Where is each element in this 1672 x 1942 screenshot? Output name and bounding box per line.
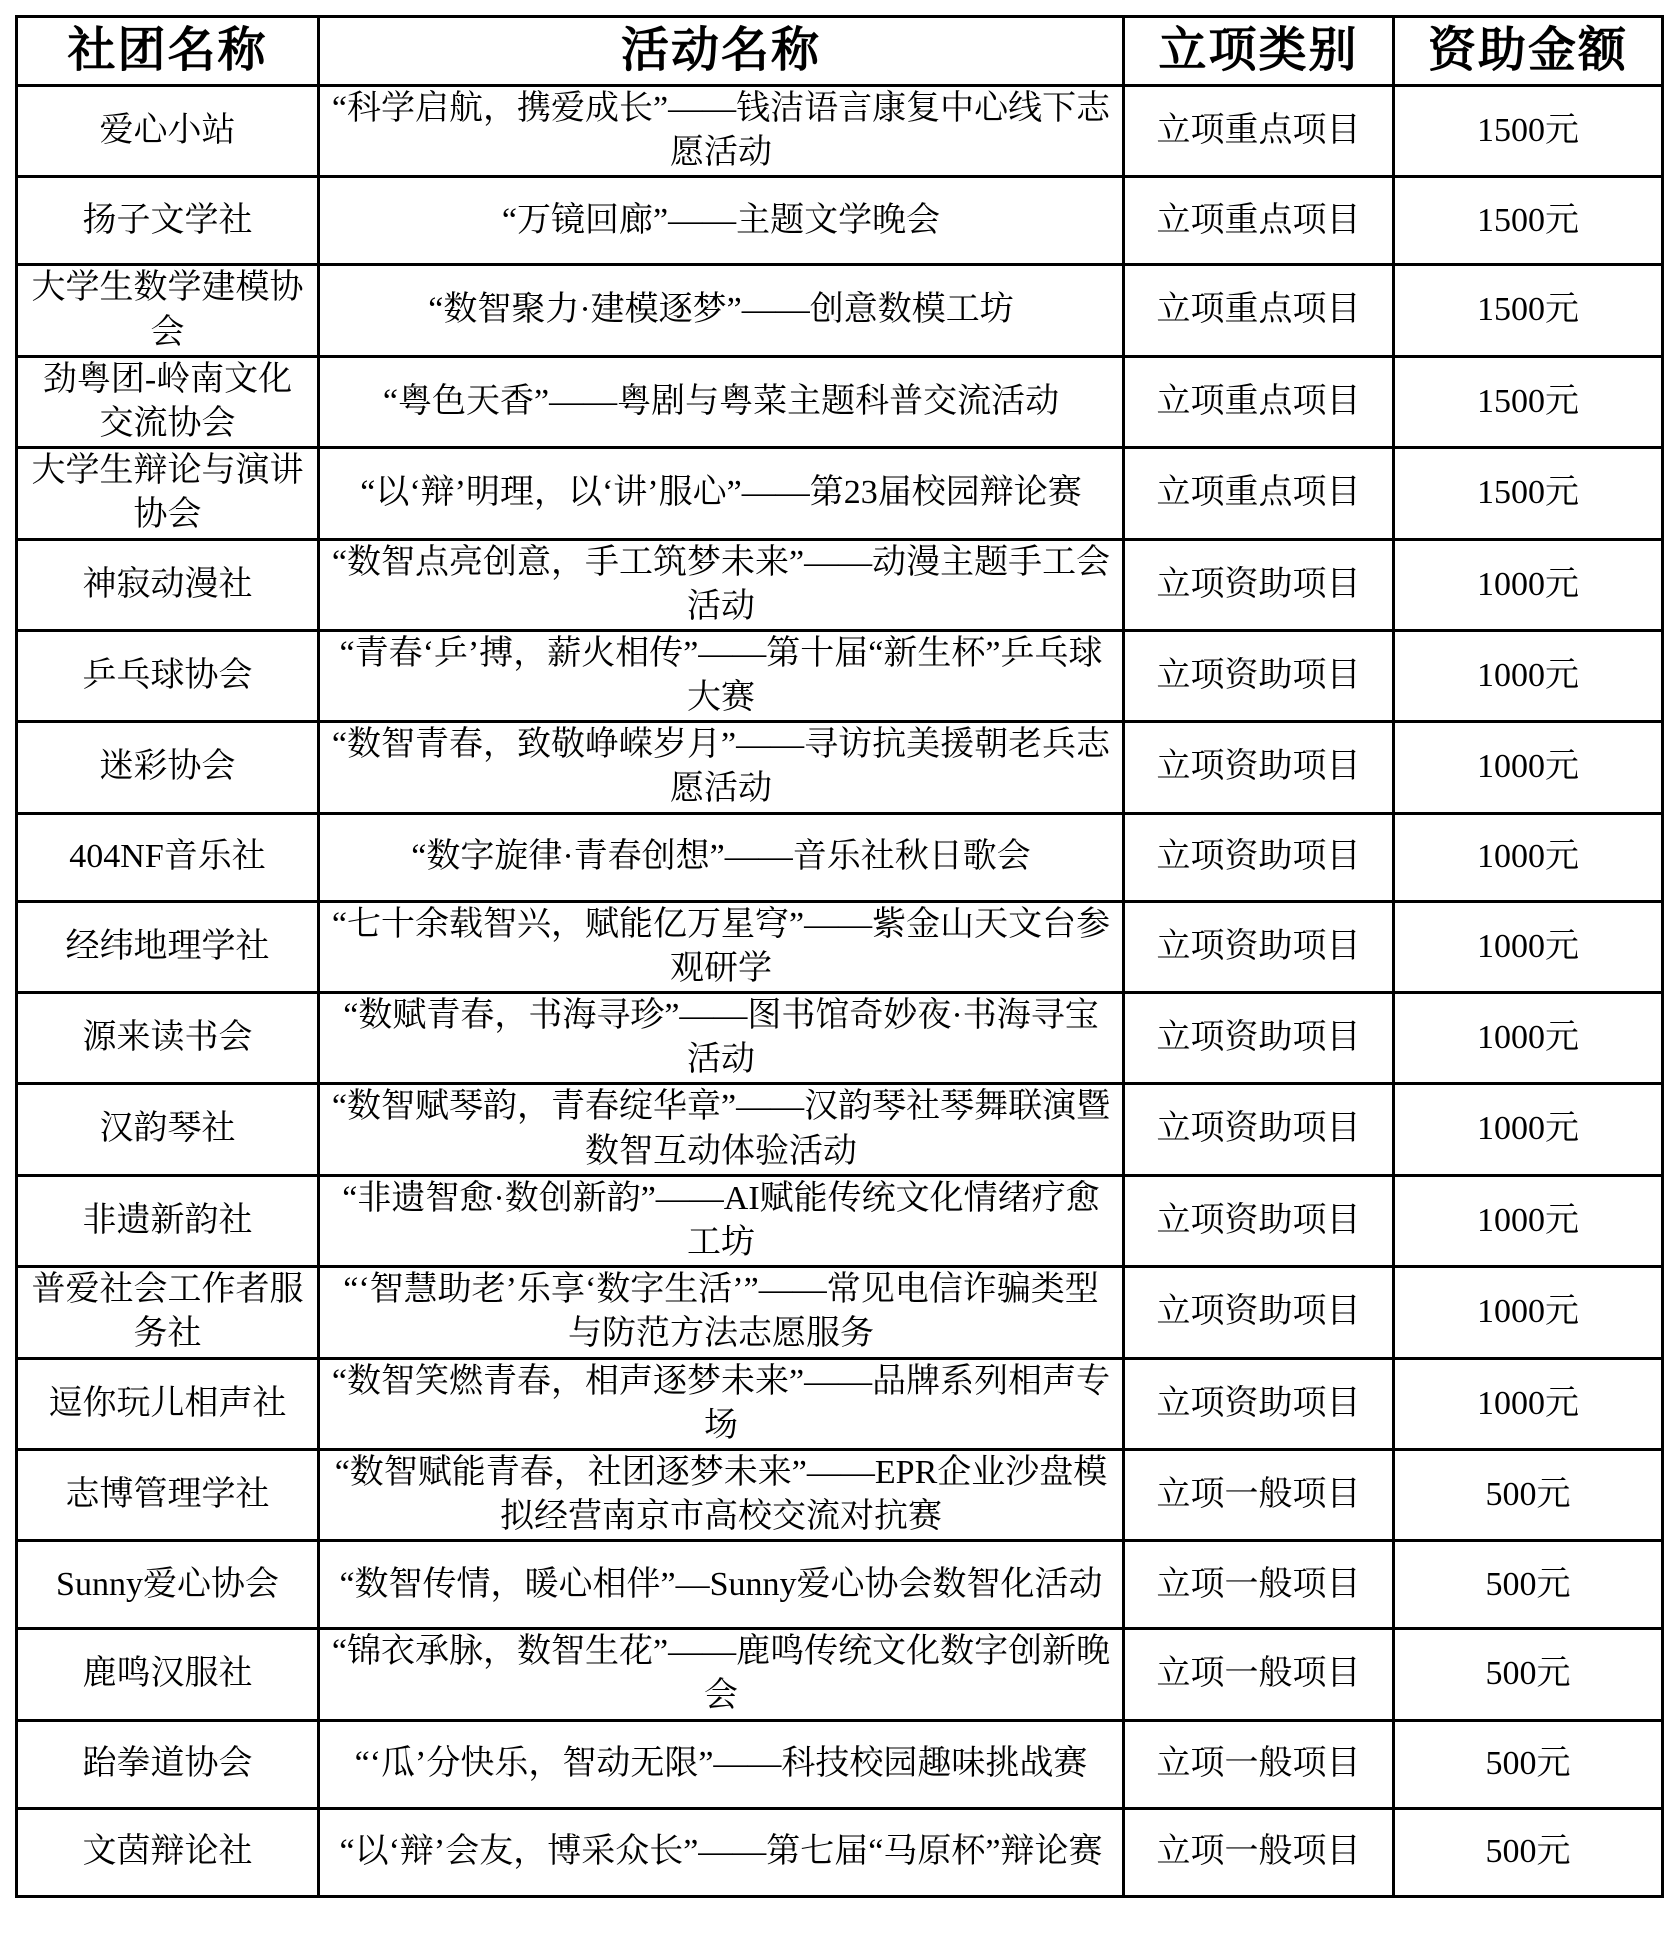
activity-name-cell: “万镜回廊”——主题文学晚会 (319, 177, 1124, 265)
club-name-cell: 神寂动漫社 (17, 539, 319, 630)
table-row (17, 1358, 1663, 1449)
table-row (17, 1541, 1663, 1629)
funding-amount-cell: 1000元 (1394, 1358, 1663, 1449)
activity-name-cell: “粤色天香”——粤剧与粤菜主题科普交流活动 (319, 356, 1124, 447)
club-name-cell: 汉韵琴社 (17, 1084, 319, 1175)
club-name-cell: 志博管理学社 (17, 1449, 319, 1540)
activity-name-cell: “数智赋能青春，社团逐梦未来”——EPR企业沙盘模拟经营南京市高校交流对抗赛 (319, 1449, 1124, 1540)
project-category-cell: 立项重点项目 (1124, 177, 1394, 265)
activity-name-cell: “数智赋琴韵，青春绽华章”——汉韵琴社琴舞联演暨数智互动体验活动 (319, 1084, 1124, 1175)
table-row (17, 539, 1663, 630)
table-row (17, 177, 1663, 265)
activity-name-cell: “数智传情，暖心相伴”—Sunny爱心协会数智化活动 (319, 1541, 1124, 1629)
club-name-cell: 爱心小站 (17, 86, 319, 177)
club-name-cell: 普爱社会工作者服务社 (17, 1267, 319, 1358)
project-category-cell: 立项资助项目 (1124, 813, 1394, 901)
club-name-cell: 扬子文学社 (17, 177, 319, 265)
club-funding-table (15, 15, 1664, 1898)
activity-name-cell: “‘智慧助老’乐享‘数字生活’”——常见电信诈骗类型与防范方法志愿服务 (319, 1267, 1124, 1358)
project-category-cell: 立项重点项目 (1124, 356, 1394, 447)
funding-amount-cell: 1000元 (1394, 813, 1663, 901)
project-category-cell: 立项重点项目 (1124, 86, 1394, 177)
funding-amount-cell: 1000元 (1394, 539, 1663, 630)
project-category-cell: 立项资助项目 (1124, 1084, 1394, 1175)
funding-amount-cell: 1000元 (1394, 1267, 1663, 1358)
table-row (17, 813, 1663, 901)
funding-amount-cell: 500元 (1394, 1541, 1663, 1629)
funding-amount-cell: 500元 (1394, 1808, 1663, 1896)
project-category-cell: 立项一般项目 (1124, 1808, 1394, 1896)
funding-amount-cell: 1500元 (1394, 265, 1663, 356)
project-category-cell: 立项一般项目 (1124, 1541, 1394, 1629)
header-funding-amount: 资助金额 (1394, 17, 1663, 86)
project-category-cell: 立项一般项目 (1124, 1720, 1394, 1808)
table-row (17, 1084, 1663, 1175)
funding-amount-cell: 1000元 (1394, 630, 1663, 721)
activity-name-cell: “非遗智愈·数创新韵”——AI赋能传统文化情绪疗愈工坊 (319, 1175, 1124, 1266)
table-row (17, 722, 1663, 813)
club-name-cell: 跆拳道协会 (17, 1720, 319, 1808)
activity-name-cell: “数赋青春，书海寻珍”——图书馆奇妙夜·书海寻宝活动 (319, 993, 1124, 1084)
header-activity-name: 活动名称 (319, 17, 1124, 86)
activity-name-cell: “数字旋律·青春创想”——音乐社秋日歌会 (319, 813, 1124, 901)
activity-name-cell: “锦衣承脉，数智生花”——鹿鸣传统文化数字创新晚会 (319, 1629, 1124, 1720)
project-category-cell: 立项资助项目 (1124, 1175, 1394, 1266)
project-category-cell: 立项重点项目 (1124, 265, 1394, 356)
table-row (17, 1449, 1663, 1540)
funding-amount-cell: 500元 (1394, 1449, 1663, 1540)
funding-amount-cell: 1500元 (1394, 356, 1663, 447)
funding-amount-cell: 1500元 (1394, 86, 1663, 177)
club-name-cell: 文茵辩论社 (17, 1808, 319, 1896)
club-name-cell: 404NF音乐社 (17, 813, 319, 901)
club-name-cell: 乒乓球协会 (17, 630, 319, 721)
project-category-cell: 立项一般项目 (1124, 1449, 1394, 1540)
table-body (17, 86, 1663, 1897)
project-category-cell: 立项资助项目 (1124, 630, 1394, 721)
funding-amount-cell: 1000元 (1394, 722, 1663, 813)
table-row (17, 1720, 1663, 1808)
project-category-cell: 立项资助项目 (1124, 901, 1394, 992)
table-row (17, 86, 1663, 177)
club-name-cell: 经纬地理学社 (17, 901, 319, 992)
table-row (17, 1629, 1663, 1720)
activity-name-cell: “数智点亮创意，手工筑梦未来”——动漫主题手工会活动 (319, 539, 1124, 630)
project-category-cell: 立项重点项目 (1124, 448, 1394, 539)
table-row (17, 993, 1663, 1084)
funding-amount-cell: 1500元 (1394, 177, 1663, 265)
activity-name-cell: “以‘辩’会友，博采众长”——第七届“马原杯”辩论赛 (319, 1808, 1124, 1896)
activity-name-cell: “数智聚力·建模逐梦”——创意数模工坊 (319, 265, 1124, 356)
club-name-cell: 非遗新韵社 (17, 1175, 319, 1266)
activity-name-cell: “以‘辩’明理，以‘讲’服心”——第23届校园辩论赛 (319, 448, 1124, 539)
activity-name-cell: “七十余载智兴，赋能亿万星穹”——紫金山天文台参观研学 (319, 901, 1124, 992)
club-name-cell: 源来读书会 (17, 993, 319, 1084)
table-row (17, 630, 1663, 721)
project-category-cell: 立项资助项目 (1124, 1267, 1394, 1358)
table-row (17, 1175, 1663, 1266)
funding-amount-cell: 1000元 (1394, 993, 1663, 1084)
project-category-cell: 立项资助项目 (1124, 539, 1394, 630)
funding-amount-cell: 1000元 (1394, 1175, 1663, 1266)
club-name-cell: 大学生数学建模协会 (17, 265, 319, 356)
header-row (17, 17, 1663, 86)
activity-name-cell: “数智青春，致敬峥嵘岁月”——寻访抗美援朝老兵志愿活动 (319, 722, 1124, 813)
table-header (17, 17, 1663, 86)
table-row (17, 265, 1663, 356)
funding-amount-cell: 500元 (1394, 1720, 1663, 1808)
club-name-cell: 迷彩协会 (17, 722, 319, 813)
funding-amount-cell: 1500元 (1394, 448, 1663, 539)
activity-name-cell: “数智笑燃青春，相声逐梦未来”——品牌系列相声专场 (319, 1358, 1124, 1449)
funding-amount-cell: 1000元 (1394, 901, 1663, 992)
activity-name-cell: “‘瓜’分快乐，智动无限”——科技校园趣味挑战赛 (319, 1720, 1124, 1808)
table-row (17, 1267, 1663, 1358)
table-row (17, 1808, 1663, 1896)
activity-name-cell: “科学启航，携爱成长”——钱洁语言康复中心线下志愿活动 (319, 86, 1124, 177)
project-category-cell: 立项资助项目 (1124, 1358, 1394, 1449)
club-name-cell: 劲粤团-岭南文化交流协会 (17, 356, 319, 447)
funding-amount-cell: 1000元 (1394, 1084, 1663, 1175)
project-category-cell: 立项资助项目 (1124, 722, 1394, 813)
table-row (17, 448, 1663, 539)
club-name-cell: Sunny爱心协会 (17, 1541, 319, 1629)
club-name-cell: 大学生辩论与演讲协会 (17, 448, 319, 539)
project-category-cell: 立项资助项目 (1124, 993, 1394, 1084)
project-category-cell: 立项一般项目 (1124, 1629, 1394, 1720)
activity-name-cell: “青春‘乒’搏，薪火相传”——第十届“新生杯”乒乓球大赛 (319, 630, 1124, 721)
funding-amount-cell: 500元 (1394, 1629, 1663, 1720)
club-name-cell: 逗你玩儿相声社 (17, 1358, 319, 1449)
table-row (17, 356, 1663, 447)
club-name-cell: 鹿鸣汉服社 (17, 1629, 319, 1720)
header-project-category: 立项类别 (1124, 17, 1394, 86)
header-club-name: 社团名称 (17, 17, 319, 86)
table-row (17, 901, 1663, 992)
